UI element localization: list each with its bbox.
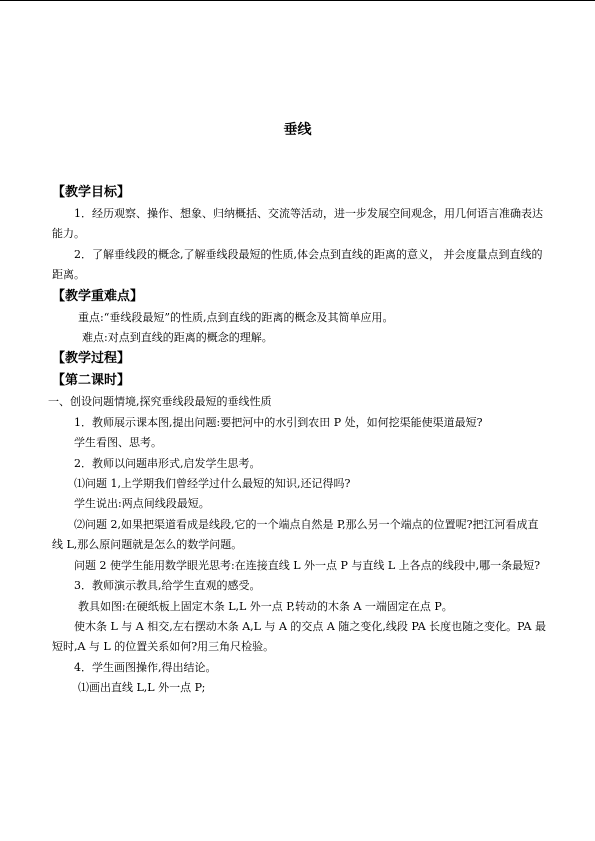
difficult-point: 难点:对点到直线的距离的概念的理解。 bbox=[82, 331, 273, 345]
lesson-heading: 【第二课时】 bbox=[52, 373, 131, 389]
key-heading: 【教学重难点】 bbox=[52, 288, 144, 304]
goal-2: 2．了解垂线段的概念,了解垂线段最短的性质,体会点到直线的距离的意义， 并会度量点到直线的距离。 bbox=[52, 247, 543, 282]
question-3: 问题 2 使学生能用数学眼光思考:在连接直线 L 外一点 P 与直线 L 上各点的线段中,哪一条最短? bbox=[74, 558, 541, 572]
goal-1: 1．经历观察、操作、想象、归纳概括、交流等活动，进一步发展空间观念，用几何语言准确表达能力。 bbox=[52, 207, 543, 241]
process-heading: 【教学过程】 bbox=[52, 351, 131, 367]
part-1: 一、创设问题情境,探究垂线段最短的垂线性质 bbox=[48, 395, 272, 409]
top-rule bbox=[0, 0, 595, 1]
page-title: 垂线 bbox=[283, 122, 312, 138]
step-1: 1．教师展示课本图,提出问题:要把河中的水引到农田 P 处，如何挖渠能使渠道最短? bbox=[74, 415, 483, 429]
tool-description: 教具如图:在硬纸板上固定木条 L,L 外一点 P,转动的木条 A 一端固定在点 P。 bbox=[78, 599, 453, 613]
question-1: ⑴问题 1,上学期我们曾经学过什么最短的知识,还记得吗? bbox=[74, 477, 351, 491]
goals-heading: 【教学目标】 bbox=[52, 185, 131, 200]
draw-1: ⑴画出直线 L,L 外一点 P; bbox=[78, 681, 206, 695]
document-body bbox=[48, 182, 547, 699]
question-1-answer: 学生说出:两点间线段最短。 bbox=[74, 497, 210, 511]
tool-action: 使木条 L 与 A 相交,左右摆动木条 A,L 与 A 的交点 A 随之变化,线段 PA 长度也随之变化。PA 最短时,A 与 L 的位置关系如何?用三角尺检验。 bbox=[52, 619, 546, 654]
step-1-note: 学生看图、思考。 bbox=[74, 436, 162, 450]
step-4: 4．学生画图操作,得出结论。 bbox=[74, 660, 217, 674]
question-2: ⑵问题 2,如果把渠道看成是线段,它的一个端点自然是 P,那么另一个端点的位置呢?把江河看成直线 L,那么原问题就是怎么的数学问题。 bbox=[52, 517, 539, 552]
step-2: 2．教师以问题串形式,启发学生思考。 bbox=[74, 456, 261, 470]
key-point: 重点:“垂线段最短”的性质,点到直线的距离的概念及其简单应用。 bbox=[78, 310, 394, 324]
step-3: 3．教师演示教具,给学生直观的感受。 bbox=[74, 579, 261, 593]
